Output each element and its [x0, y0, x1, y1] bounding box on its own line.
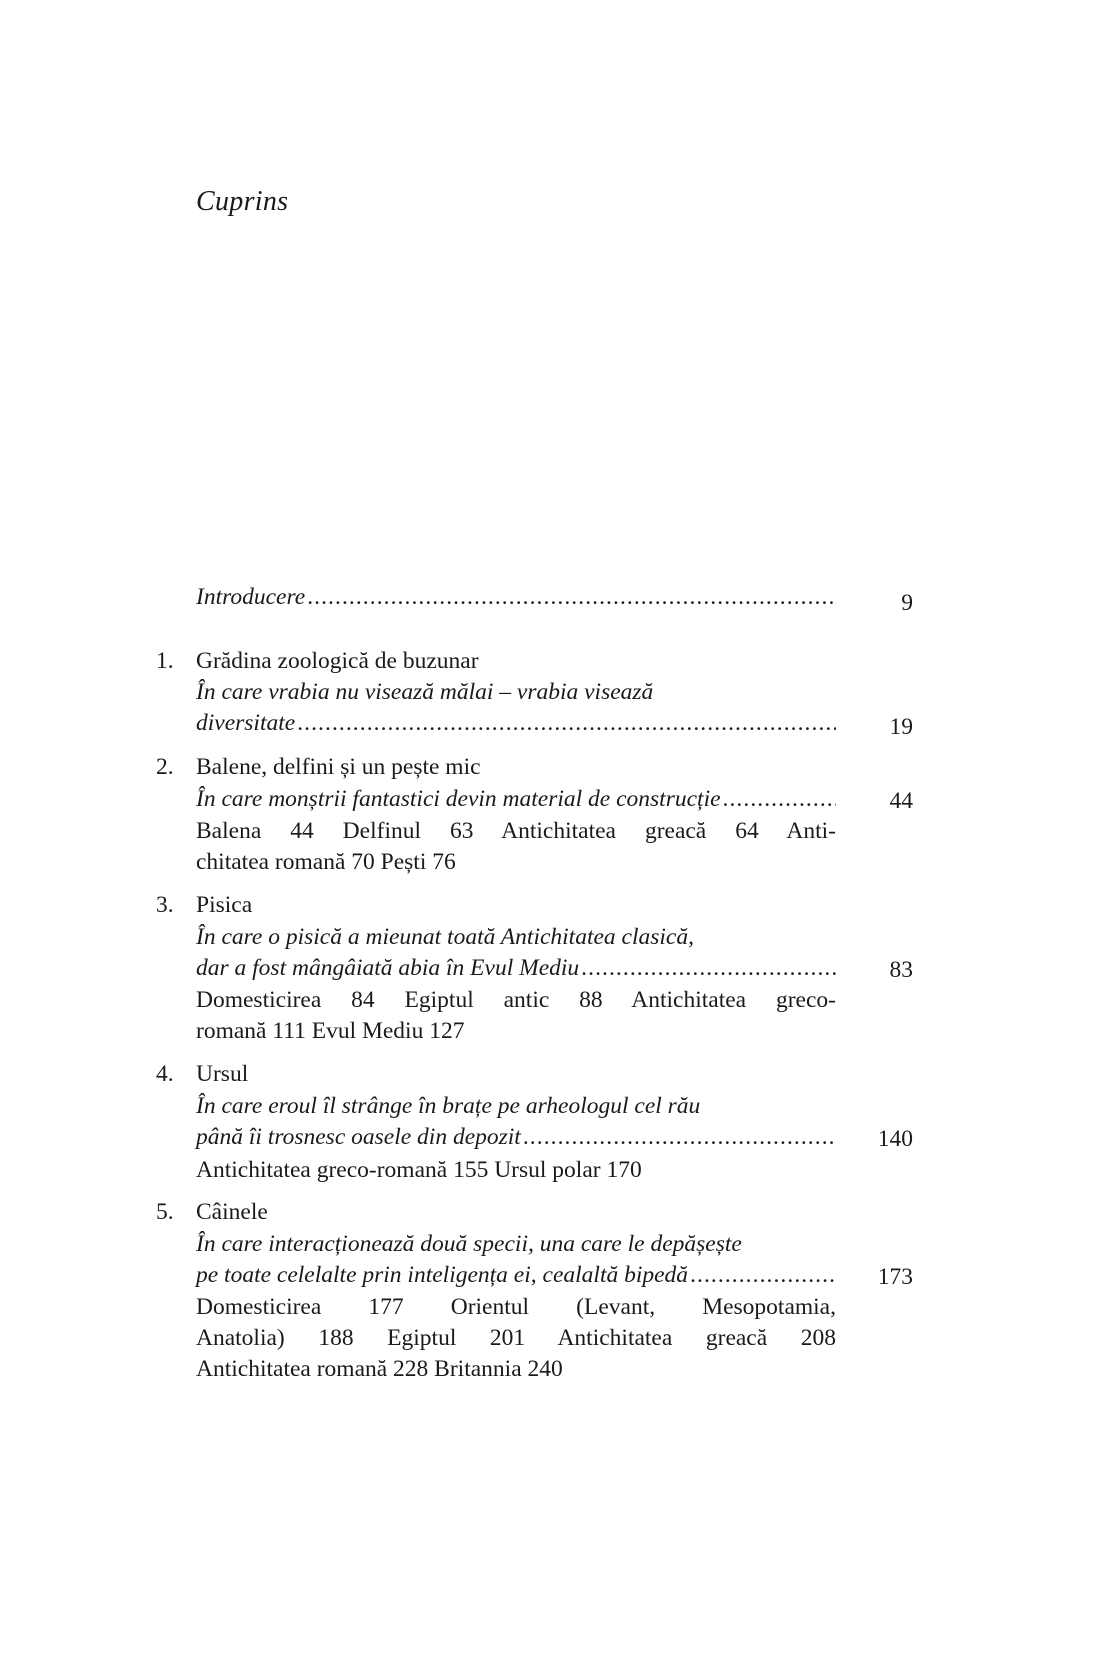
chapter-subtitle-leader-line	[196, 953, 836, 983]
dot-leader	[295, 708, 836, 738]
chapter-subtitle: În care vrabia nu visează mălai – vrabia visează	[196, 679, 654, 705]
chapter-page-number: 173	[877, 1264, 913, 1290]
chapter-page-number: 140	[877, 1126, 913, 1152]
chapter-number: 5.	[156, 1199, 174, 1225]
section-list-line: Anatolia) 188 Egiptul 201 Antichitatea greacă 208	[196, 1325, 836, 1351]
chapter-subtitle-leader-line	[196, 1122, 836, 1152]
chapter-subtitle-leader-line	[196, 784, 836, 814]
chapter-number: 4.	[156, 1061, 174, 1087]
chapter-subtitle: În care monștrii fantastici devin material de construcție	[196, 786, 721, 812]
section-list-line: chitatea romană 70 Pești 76	[196, 849, 456, 875]
chapter-title[interactable]: Ursul	[196, 1061, 249, 1087]
chapter-page-number: 83	[889, 957, 913, 983]
intro-label: Introducere	[196, 584, 306, 610]
section-list-line: Balena 44 Delfinul 63 Antichitatea greacă 64 Anti-	[196, 818, 836, 844]
chapter-subtitle: În care eroul îl strânge în brațe pe arheologul cel rău	[196, 1093, 701, 1119]
section-list-line: Domesticirea 177 Orientul (Levant, Mesopotamia,	[196, 1294, 836, 1320]
chapter-title[interactable]: Câinele	[196, 1199, 268, 1225]
dot-leader	[521, 1122, 836, 1152]
intro-page-number: 9	[901, 590, 913, 616]
chapter-title[interactable]: Grădina zoologică de buzunar	[196, 648, 479, 674]
dot-leader	[579, 953, 836, 983]
page-title: Cuprins	[196, 186, 289, 217]
section-list-line: Antichitatea romană 228 Britannia 240	[196, 1356, 563, 1382]
dot-leader	[721, 784, 836, 814]
chapter-title[interactable]: Pisica	[196, 892, 253, 918]
chapter-page-number: 19	[889, 714, 913, 740]
chapter-subtitle: dar a fost mângâiată abia în Evul Mediu	[196, 955, 580, 981]
chapter-subtitle-leader-line	[196, 1260, 836, 1290]
section-list-line: Antichitatea greco-romană 155 Ursul polar 170	[196, 1157, 642, 1183]
chapter-number: 1.	[156, 648, 174, 674]
chapter-subtitle: În care o pisică a mieunat toată Antichitatea clasică,	[196, 924, 694, 950]
toc-entry-introducere[interactable]	[196, 582, 836, 612]
dot-leader	[305, 582, 836, 612]
chapter-number: 2.	[156, 754, 174, 780]
section-list-line: romană 111 Evul Mediu 127	[196, 1018, 465, 1044]
section-list-line: Domesticirea 84 Egiptul antic 88 Antichitatea greco-	[196, 987, 836, 1013]
chapter-page-number: 44	[889, 788, 913, 814]
dot-leader	[688, 1260, 836, 1290]
chapter-subtitle: În care interacționează două specii, una care le depășește	[196, 1231, 742, 1257]
chapter-number: 3.	[156, 892, 174, 918]
chapter-subtitle: pe toate celelalte prin inteligența ei, cealaltă bipedă	[196, 1262, 689, 1288]
chapter-subtitle: până îi trosnesc oasele din depozit	[196, 1124, 521, 1150]
chapter-subtitle-leader-line	[196, 708, 836, 738]
chapter-title[interactable]: Balene, delfini și un pește mic	[196, 754, 481, 780]
chapter-subtitle: diversitate	[196, 710, 296, 736]
